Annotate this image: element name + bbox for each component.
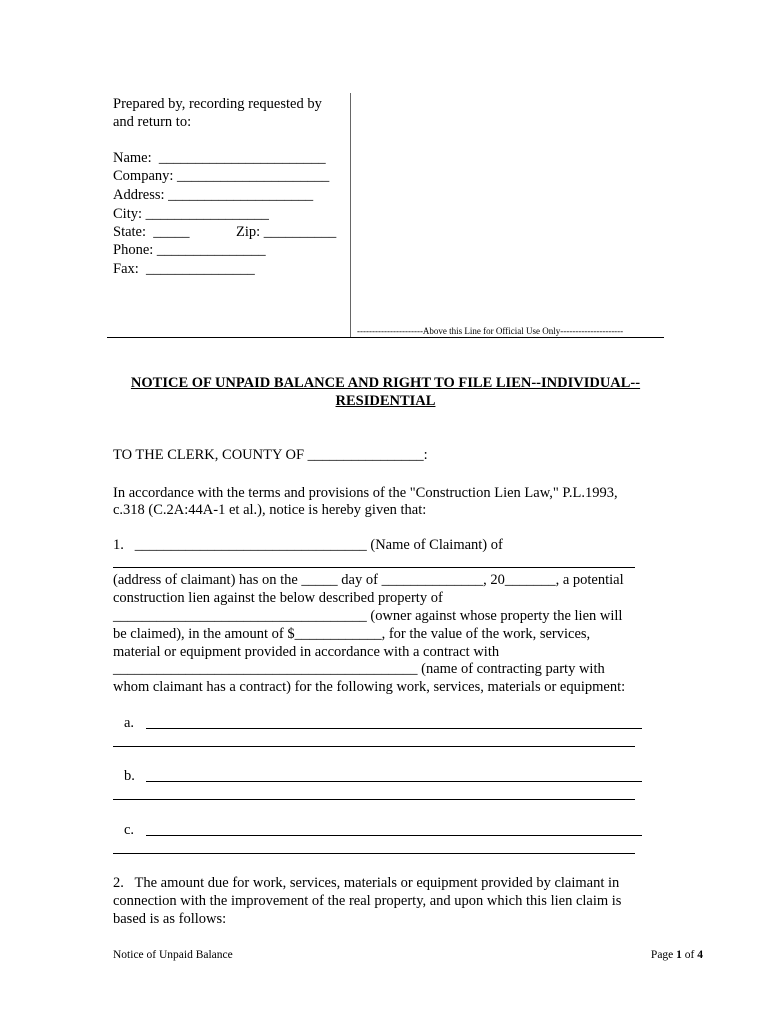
item-a-blank-line2 [113,746,635,747]
company-field: Company: _____________________ [113,168,330,184]
document-title-line1: NOTICE OF UNPAID BALANCE AND RIGHT TO FILE LIEN--INDIVIDUAL-- [130,375,641,391]
item1-line3: (address of claimant) has on the _____ day of ______________, 20_______, a potential [113,572,624,588]
item-c-label: c. [124,822,135,838]
header-horizontal-divider [107,337,664,338]
item-b-blank-line2 [113,799,635,800]
item2-line2: connection with the improvement of the real property, and upon which this lien claim is [113,893,622,909]
state-field: State: _____ [113,224,190,240]
name-field: Name: _______________________ [113,150,326,166]
prepared-by-line2: and return to: [113,114,192,130]
phone-field: Phone: _______________ [113,242,266,258]
item1-line7: material or equipment provided in accordance with a contract with [113,644,500,660]
header-vertical-divider [350,93,351,337]
item1-line5: ___________________________________ (owner against whose property the lien will [113,608,623,624]
item1-line6: be claimed), in the amount of $____________, for the value of the work, services, [113,626,591,642]
item-a-blank-line1 [146,728,642,729]
to-clerk-line: TO THE CLERK, COUNTY OF ________________: [113,447,428,463]
item-c-blank-line2 [113,853,635,854]
item2-line3: based is as follows: [113,911,227,927]
intro-line1: In accordance with the terms and provisions of the "Construction Lien Law," P.L.1993, [113,485,618,501]
page-of: of [681,949,698,961]
prepared-by-line1: Prepared by, recording requested by [113,96,322,112]
city-field: City: _________________ [113,206,269,222]
item-b-blank-line1 [146,781,642,782]
official-use-label: ----------------------Above this Line for Official Use Only--------------------- [357,326,624,336]
claimant-address-blank [113,567,635,568]
page-prefix: Page [650,949,677,961]
footer-page-number [651,949,703,961]
document-title-line2: RESIDENTIAL [335,393,436,409]
zip-field: Zip: __________ [236,224,337,240]
address-field: Address: ____________________ [113,187,314,203]
item-a-label: a. [124,715,135,731]
page-total: 4 [697,949,703,961]
intro-line2: c.318 (C.2A:44A-1 et al.), notice is hereby given that: [113,502,427,518]
item-b-label: b. [124,768,135,784]
page-current: 1 [676,949,682,961]
item2-line1: 2. The amount due for work, services, materials or equipment provided by claimant in [113,875,620,891]
footer-document-name: Notice of Unpaid Balance [113,949,233,961]
item1-line1: 1. ________________________________ (Name of Claimant) of [113,537,503,553]
item1-line8: __________________________________________ (name of contracting party with [113,661,605,677]
fax-field: Fax: _______________ [113,261,255,277]
item1-line9: whom claimant has a contract) for the following work, services, materials or equipment: [113,679,626,695]
item-c-blank-line1 [146,835,642,836]
item1-line4: construction lien against the below described property of [113,590,443,606]
